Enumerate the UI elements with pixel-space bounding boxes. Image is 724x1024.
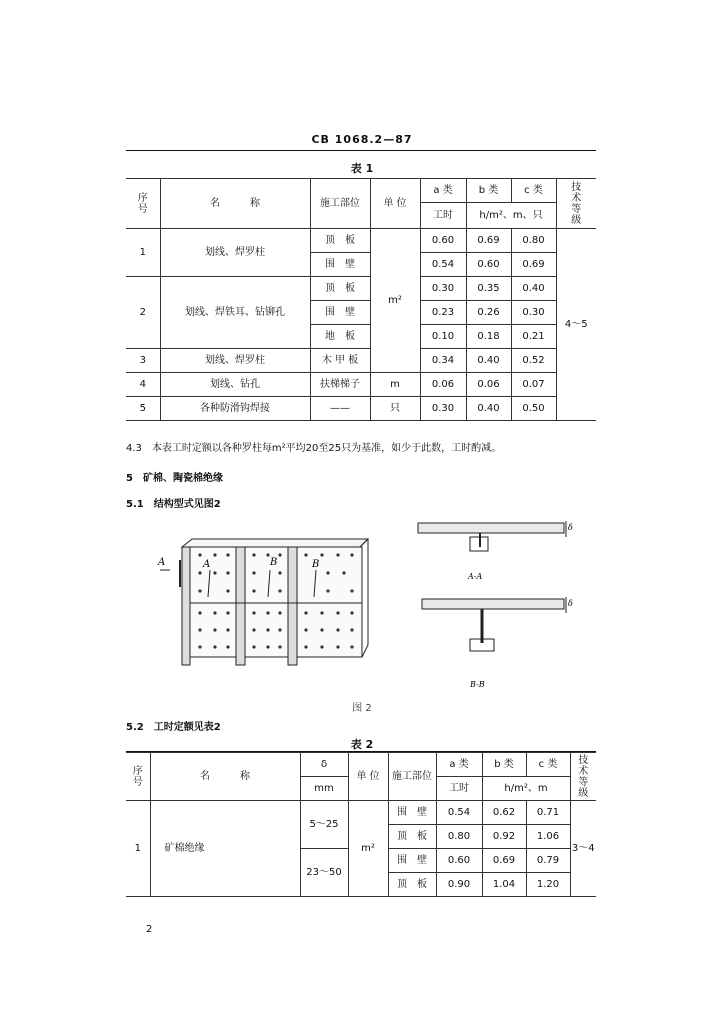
table-cell: 顶 板 [388,825,436,849]
t2-grade-value: 3～4 [570,801,596,897]
table-cell: 0.23 [420,301,466,325]
t1-row4-name: 划线、钻孔 [160,373,310,397]
t1-col-a: a 类 [420,179,466,203]
t2-range-2: 23～50 [300,849,348,897]
t2-col-grade: 技术等级 [570,753,596,801]
table-cell: 0.35 [466,277,511,301]
t2-col-delta: δ [300,753,348,777]
table-cell: 1.04 [482,873,526,897]
t2-row-name: 矿棉绝缘 [150,801,300,897]
label-delta-1: δ [568,523,573,532]
t1-col-unit: 单 位 [370,179,420,229]
t2-col-b: b 类 [482,753,526,777]
label-a-left: A [158,557,166,568]
t2-unit-value: m² [348,801,388,897]
page-number: 2 [146,924,153,935]
standard-number: CB 1068.2—87 [311,133,413,146]
table-cell: 0.10 [420,325,466,349]
table-cell: 0.52 [511,349,556,373]
t1-col-c: c 类 [511,179,556,203]
section-5-1: 5.1 结构型式见图2 [126,499,221,510]
table-cell: 0.40 [466,397,511,421]
table-cell: 0.71 [526,801,570,825]
note-4-3: 4.3 本表工时定额以各种罗柱每m²平均20至25只为基准，如少于此数，工时酌减。 [126,443,502,454]
t1-grade-value: 4～5 [556,229,596,421]
t2-col-c: c 类 [526,753,570,777]
figure-2-caption: 图 2 [352,703,372,714]
t2-unit-line: h/m²、m [482,777,570,801]
table-cell: 地 板 [310,325,370,349]
table-cell: 0.60 [420,229,466,253]
table-cell: 0.90 [436,873,482,897]
t2-col-unit: 单 位 [348,753,388,801]
table-cell: 0.40 [466,349,511,373]
t2-col-a: a 类 [436,753,482,777]
table-cell: 0.54 [436,801,482,825]
table-cell: 顶 板 [388,873,436,897]
t1-row5-name: 各种防滑钩焊接 [160,397,310,421]
table-cell: —— [310,397,370,421]
table-cell: 只 [370,397,420,421]
table-cell: m [370,373,420,397]
table-cell: 0.21 [511,325,556,349]
table-cell: 1.20 [526,873,570,897]
table-cell: 0.06 [466,373,511,397]
table-cell: 0.54 [420,253,466,277]
t2-col-mm: mm [300,777,348,801]
section-bb-drawing [422,597,566,651]
t1-row2-name: 划线、焊铁耳、钻铆孔 [160,277,310,349]
t2-work-hour: 工时 [436,777,482,801]
t2-col-seq: 序 号 [126,753,150,801]
table-cell: 0.50 [511,397,556,421]
table-cell: 0.69 [482,849,526,873]
table-cell: 0.26 [466,301,511,325]
t1-work-hour: 工时 [420,203,466,229]
table2 [126,752,596,897]
t1-unit-m2: m² [370,229,420,373]
t1-col-grade: 技术等级 [556,179,596,229]
table-cell: 0.34 [420,349,466,373]
t1-row5-no: 5 [126,397,160,421]
table-cell: 0.69 [466,229,511,253]
figure-2 [140,515,600,700]
t1-unit-line: h/m²、m、只 [466,203,556,229]
label-b-right: B [312,559,320,570]
label-delta-2: δ [568,599,573,608]
table-cell: 0.69 [511,253,556,277]
t1-col-b: b 类 [466,179,511,203]
table-cell: 顶 板 [310,229,370,253]
t2-col-name: 名 称 [150,753,300,801]
label-b-inner: B [270,557,278,568]
table-cell: 0.79 [526,849,570,873]
table-cell: 0.92 [482,825,526,849]
section-aa-drawing [418,521,566,551]
t2-row-no: 1 [126,801,150,897]
t1-row1-name: 划线、焊罗柱 [160,229,310,277]
t1-row3-name: 划线、焊罗柱 [160,349,310,373]
table-cell: 0.18 [466,325,511,349]
table-cell: 0.80 [511,229,556,253]
table-cell: 围 壁 [310,301,370,325]
table-cell: 1.06 [526,825,570,849]
t1-row4-no: 4 [126,373,160,397]
table-cell: 0.06 [420,373,466,397]
table-cell: 0.30 [420,277,466,301]
table-cell: 木 甲 板 [310,349,370,373]
t1-col-seq: 序 号 [126,179,160,229]
table-cell: 扶梯梯子 [310,373,370,397]
table-cell: 0.62 [482,801,526,825]
table-cell: 0.30 [420,397,466,421]
table-cell: 围 壁 [310,253,370,277]
table-cell: 0.60 [436,849,482,873]
table-cell: 0.30 [511,301,556,325]
label-a-inner: A [203,559,211,570]
t1-row1-no: 1 [126,229,160,277]
t1-col-name: 名 称 [160,179,310,229]
table2-title: 表 2 [350,738,374,751]
table-cell: 围 壁 [388,801,436,825]
table1 [126,178,596,421]
t1-row2-no: 2 [126,277,160,349]
table-cell: 围 壁 [388,849,436,873]
t1-col-location: 施工部位 [310,179,370,229]
table-cell: 0.80 [436,825,482,849]
table-cell: 0.07 [511,373,556,397]
section-5-2: 5.2 工时定额见表2 [126,722,221,733]
header-rule [126,150,596,151]
table-cell: 顶 板 [310,277,370,301]
t2-col-location: 施工部位 [388,753,436,801]
table-cell: 0.60 [466,253,511,277]
label-section-aa: A-A [468,572,483,581]
t2-range-1: 5～25 [300,801,348,849]
section-5-heading: 5 矿棉、陶瓷棉绝缘 [126,473,223,484]
label-section-bb: B-B [470,680,485,689]
t1-row3-no: 3 [126,349,160,373]
table-cell: 0.40 [511,277,556,301]
table1-title: 表 1 [350,162,374,175]
